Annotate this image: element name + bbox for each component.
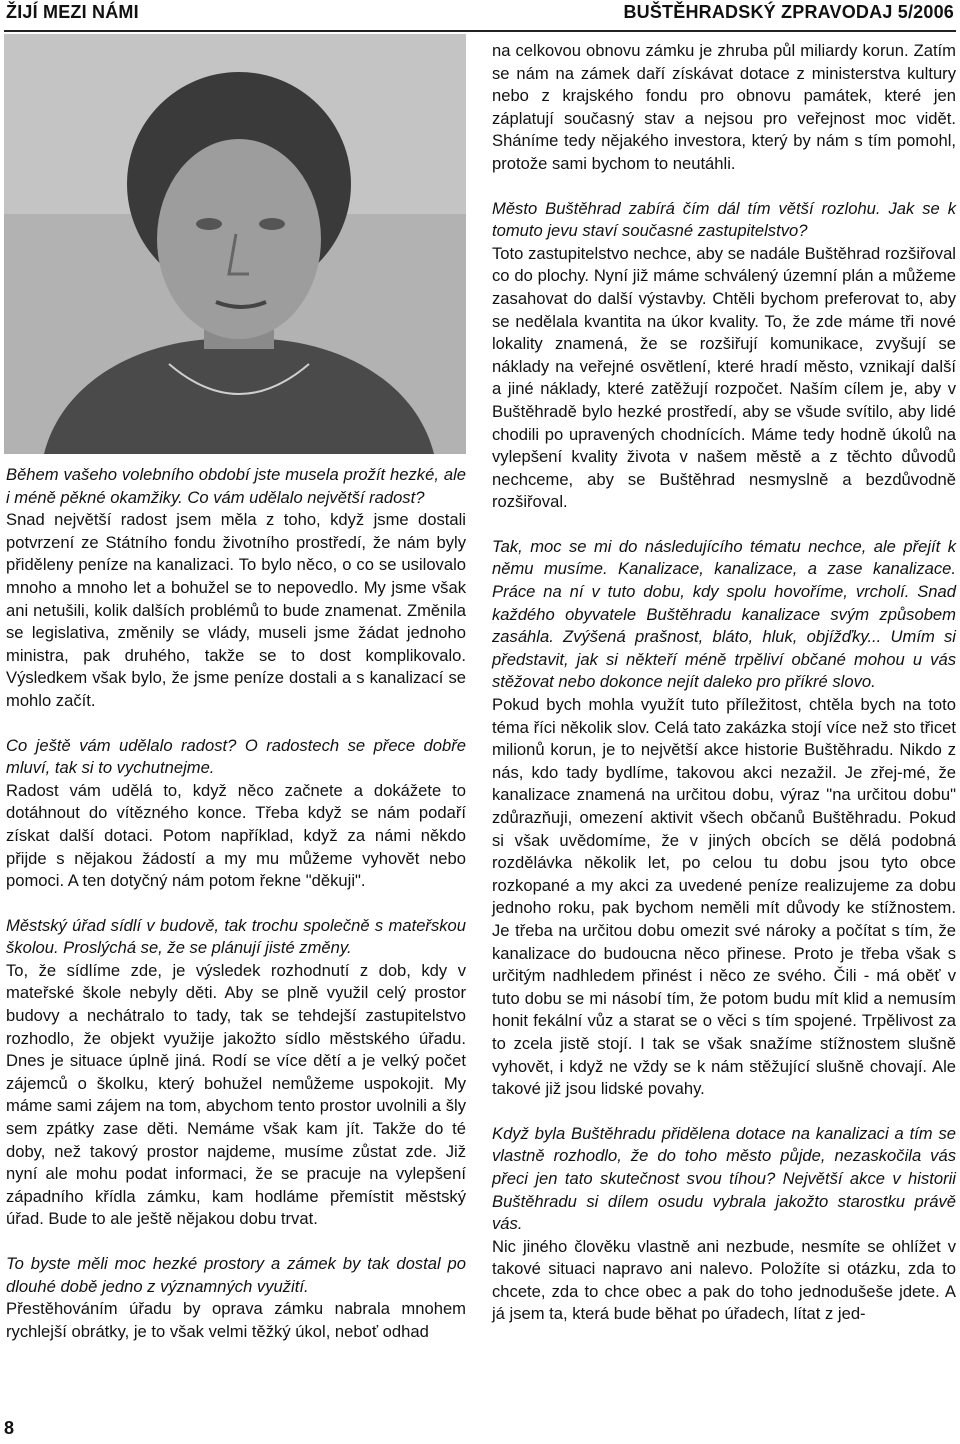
interview-question: Během vašeho volebního období jste musela prožít hezké, ale i méně pěkné okamžiky. Co vám udělalo největší radost? [6,465,466,507]
interview-question: Když byla Buštěhradu přidělena dotace na kanalizaci a tím se vlastně rozhodlo, že do toho město půjde, nezaskočila vás přeci jen tato skutečnost svou tíhou? Největší akce v historii Buštěhradu si dílem osudu vybrala jakožto starostku právě vás. [492,1123,956,1234]
interview-question: Město Buštěhrad zabírá čím dál tím větší rozlohu. Jak se k tomuto jevu staví současné zastupitelstvo? [492,198,956,241]
header-rule [4,30,956,32]
interview-question: To byste měli moc hezké prostory a zámek by tak dostal po dlouhé době jedno z významných využití. [6,1254,466,1296]
portrait-illustration [4,34,466,454]
interview-answer: Přestěhováním úřadu by oprava zámku nabrala mnohem rychlejší obrátky, je to však velmi těžký úkol, neboť odhad [6,1299,466,1341]
interview-answer: Pokud bych mohla využít tuto příležitost, chtěla bych na toto téma říci několik slov. Celá tato zakázka stojí více než sto třicet milionů korun, je to největší akce historie Buštěhradu. Nikdo z nás, kdo tady bydlíme, takovou akci nezažil. Je zřej-mé, že kanalizace znamená na určitou dobu, výraz "na určitou dobu" zdůrazňuji, omezení aktivit všech občanů Buštěhradu. Pokud si však uvědomíme, že v jiných obcích se dělá podobná rozdělávka několik let, po celou tu dobu jsou tyto obce rozkopané a my akci za uvedené peníze realizujeme za dobu jednoho roku, pak bychom neměli mít důvody ke stížnostem. Je třeba na určitou dobu omezit své nároky a počítat s tím, že kanalizace do budoucna něco přinese. Proto je třeba však s určitým nadhledem přinést i něco ze svého. Čili - má oběť v tuto dobu se mi násobí tím, že potom budu mít klid a nemusím honit fekální vůz a starat se o věci s tím spojené. Trpělivost za to zcela jistě stojí. I tak se však snažíme stížnostem slušně vyhovět, i když ne vždy se k nám stěžující slušně chovají. Ale takové již jsou lidské povahy. [492,695,956,1099]
interview-question: Tak, moc se mi do následujícího tématu nechce, ale přejít k němu musíme. Kanalizace, kanalizace, a zase kanalizace. Práce na ní v tuto dobu, kdy spolu hovoříme, vrcholí. Snad každého obyvatele Buštěhradu kanalizace svým způsobem zasáhla. Zvýšená prašnost, bláto, hluk, objížďky... Umím si představit, jak si někteří méně trpěliví občané mohou u vás stěžovat nebo dokonce nejít daleko pro příkré slovo. [492,536,956,692]
interview-question: Městský úřad sídlí v budově, tak trochu společně s mateřskou školou. Proslýchá se, že se plánují jisté změny. [6,915,466,958]
interview-answer: Snad největší radost jsem měla z toho, když jsme dostali potvrzení ze Státního fondu životního prostředí, že nám byly přiděleny peníze na kanalizaci. To bylo něco, o co se usilovalo mnoho a mnoho let a bohužel se to nepovedlo. My jsme však ani netušili, kolik dalších problémů to bude znamenat. Změnila se legislativa, změnily se vlády, museli jsme žádat jednoho ministra, pak druhého, takže se to dost komplikovalo. Výsledkem však bylo, že jsme peníze dostali a s kanalizací se mohlo začít. [6,510,466,710]
section-title: ŽIJÍ MEZI NÁMI [6,2,139,22]
publication-title: BUŠTĚHRADSKÝ ZPRAVODAJ 5/2006 [623,2,954,22]
interview-answer: Radost vám udělá to, když něco začnete a dokážete to dotáhnout do vítězného konce. Třeba když se nám podaří získat další dotaci. Potom například, když za námi někdo přijde s nějakou žádostí a my mu můžeme vyhovět nebo pomoci. A ten dotyčný nám potom řekne "děkuji". [6,780,466,891]
right-column [492,40,956,1326]
portrait-photo [4,34,466,454]
interview-answer: To, že sídlíme zde, je výsledek rozhodnutí z dob, kdy v mateřské škole nebyly děti. Aby se plně využil celý prostor budovy a nechátralo to tady, tak se tehdejší zastupitelstvo rozhodlo, že objekt využije jakožto sídlo městského úřadu. Dnes je situace úplně jiná. Rodí se více dětí a je velký počet zájemců o školku, který bohužel nemůžeme uspokojit. My máme sami zájem na tom, abychom tento prostor uvolnili a šly sem zpátky zase děti. Nemáme však kam jít. Takže do té doby, než takový prostor najdeme, musíme zůstat zde. Již nyní ale mohu podat informaci, že se pracuje na vylepšení západního křídla zámku, kam hodláme přemístit městský úřad. Bude to ale ještě nějakou dobu trvat. [6,960,466,1229]
interview-question: Co ještě vám udělalo radost? O radostech se přece dobře mluví, tak si to vychutnejme. [6,735,466,778]
left-column [6,464,466,1343]
page-number: 8 [4,1418,15,1438]
interview-answer: Nic jiného člověku vlastně ani nezbude, nesmíte se ohlížet v takové situaci napravo ani nalevo. Položíte si otázku, zda to chcete, zda to chce obec a pak do toho jednodušeše jdete. A já jsem ta, která bude běhat po úřadech, lítat z jed- [492,1236,956,1324]
interview-answer: na celkovou obnovu zámku je zhruba půl miliardy korun. Zatím se nám na zámek daří získávat dotace z ministerstva kultury nebo z krajského fondu pro obnovu památek, které jen záplatují současný stav a nejsou pro veřejnost moc vidět. Sháníme tedy nějakého investora, který by nám s tím pomohl, protože sami bychom to neutáhli. [492,41,956,173]
interview-answer: Toto zastupitelstvo nechce, aby se nadále Buštěhrad rozšiřoval co do plochy. Nyní již máme schválený územní plán a můžeme zasahovat do další výstavby. Chtěli bychom preferovat to, aby se nedělala kvantita na úkor kvality. To, že zde máme tři nové lokality znamená, že se rozšiřují komunikace, zvyšují se náklady na veřejné osvětlení, které hradí město, vznikají další a jiné náklady, které zatěžují rozpočet. Naším cílem je, aby v Buštěhradě bylo hezké prostředí, aby se všude svítilo, aby lidé chodili po upravených chodnících. Máme tedy hodně úkolů na vylepšení kvality života v našem městě a z těchto důvodů nechceme, aby se Buštěhrad nesmyslně a bezdůvodně rozšiřoval. [492,243,956,512]
